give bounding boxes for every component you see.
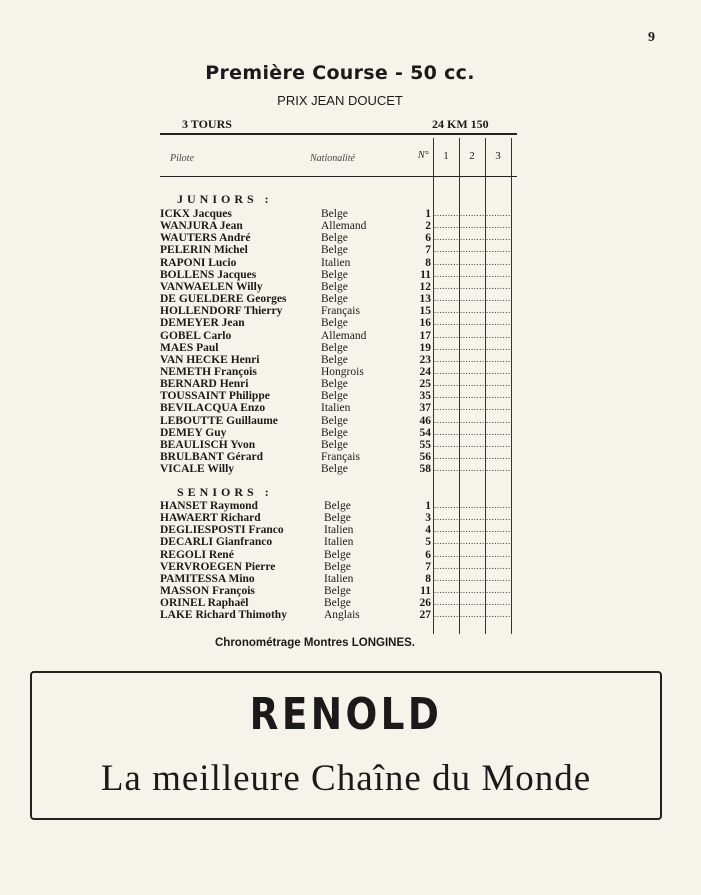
- pilot-number: 8: [425, 572, 431, 585]
- pilot-number: 25: [419, 378, 431, 391]
- pilot-name: VERVROEGEN Pierre: [160, 560, 276, 573]
- lap-time-blank: .........: [486, 293, 511, 304]
- lap-time-blank: .........: [434, 536, 459, 547]
- pilot-number: 58: [419, 463, 431, 476]
- lap-time-blank: .........: [460, 305, 485, 316]
- pilot-number: 23: [419, 353, 431, 366]
- lap-time-blank: .........: [434, 597, 459, 608]
- lap-time-blank: .........: [460, 463, 485, 474]
- lap-time-blank: .........: [434, 220, 459, 231]
- pilot-nationality: Belge: [324, 585, 351, 598]
- pilot-name: WANJURA Jean: [160, 220, 243, 233]
- lap-time-blank: .........: [434, 609, 459, 620]
- pilot-name: PELERIN Michel: [160, 244, 248, 257]
- lap-time-blank: .........: [486, 402, 511, 413]
- table-row: [160, 609, 520, 621]
- lap-time-blank: .........: [434, 280, 459, 291]
- pilot-name: DECARLI Gianfranco: [160, 536, 273, 549]
- lap-time-blank: .........: [434, 329, 459, 340]
- pilot-number: 11: [420, 268, 431, 281]
- lap-time-blank: .........: [486, 609, 511, 620]
- pilot-name: HAWAERT Richard: [160, 512, 261, 525]
- page-number: 9: [648, 30, 655, 45]
- pilot-nationality: Belge: [321, 353, 348, 366]
- lap-time-blank: .........: [434, 244, 459, 255]
- lap-time-blank: .........: [486, 317, 511, 328]
- pilot-nationality: Belge: [321, 244, 348, 257]
- lap-time-blank: .........: [460, 438, 485, 449]
- pilot-nationality: Belge: [321, 426, 348, 439]
- pilot-number: 6: [425, 548, 431, 561]
- lap-time-blank: .........: [486, 365, 511, 376]
- pilot-number: 1: [425, 500, 431, 512]
- pilot-name: NEMETH François: [160, 365, 257, 378]
- lap-time-blank: .........: [460, 548, 485, 559]
- pilot-nationality: Belge: [321, 390, 348, 403]
- pilot-nationality: Allemand: [321, 329, 367, 342]
- lap-time-blank: .........: [486, 512, 511, 523]
- pilot-number: 46: [419, 414, 431, 427]
- pilot-number: 16: [419, 317, 431, 330]
- table-row: [160, 463, 520, 475]
- pilot-nationality: Belge: [321, 293, 348, 306]
- lap-time-blank: .........: [460, 536, 485, 547]
- lap-time-blank: .........: [434, 256, 459, 267]
- lap-time-blank: .........: [434, 585, 459, 596]
- lap-time-blank: .........: [460, 365, 485, 376]
- lap-time-blank: .........: [460, 609, 485, 620]
- header-lap-1: 1: [443, 150, 449, 162]
- lap-time-blank: .........: [434, 451, 459, 461]
- pilot-name: VAN HECKE Henri: [160, 353, 260, 366]
- pilot-number: 54: [419, 426, 431, 439]
- lap-time-blank: .........: [434, 353, 459, 364]
- lap-time-blank: .........: [486, 208, 511, 218]
- lap-time-blank: .........: [460, 256, 485, 267]
- lap-time-blank: .........: [486, 353, 511, 364]
- pilot-number: 5: [425, 536, 431, 549]
- pilot-name: GOBEL Carlo: [160, 329, 232, 342]
- lap-time-blank: .........: [434, 208, 459, 218]
- lap-time-blank: .........: [434, 463, 459, 474]
- pilot-nationality: Belge: [324, 548, 351, 561]
- pilot-number: 19: [419, 341, 431, 354]
- laps-count: 3 TOURS: [182, 117, 232, 131]
- pilot-name: BERNARD Henri: [160, 378, 249, 391]
- lap-time-blank: .........: [434, 305, 459, 316]
- pilot-number: 26: [419, 597, 431, 610]
- pilot-number: 56: [419, 451, 431, 463]
- lap-time-blank: .........: [434, 572, 459, 583]
- lap-time-blank: .........: [486, 548, 511, 559]
- lap-time-blank: .........: [460, 585, 485, 596]
- pilot-nationality: Anglais: [324, 609, 360, 622]
- lap-time-blank: .........: [486, 341, 511, 352]
- lap-time-blank: .........: [434, 560, 459, 571]
- lap-time-blank: .........: [486, 451, 511, 461]
- lap-time-blank: .........: [486, 560, 511, 571]
- pilot-name: VANWAELEN Willy: [160, 280, 263, 293]
- lap-time-blank: .........: [460, 500, 485, 510]
- lap-time-blank: .........: [460, 208, 485, 218]
- lap-time-blank: .........: [434, 500, 459, 510]
- lap-time-blank: .........: [486, 463, 511, 474]
- pilot-number: 11: [420, 585, 431, 598]
- lap-time-blank: .........: [434, 524, 459, 535]
- top-rule: [160, 133, 517, 135]
- pilot-name: LEBOUTTE Guillaume: [160, 414, 278, 427]
- pilot-name: DEMEYER Jean: [160, 317, 245, 330]
- pilot-number: 15: [419, 305, 431, 318]
- pilot-nationality: Hongrois: [321, 365, 364, 378]
- lap-time-blank: .........: [486, 244, 511, 255]
- pilot-nationality: Belge: [321, 268, 348, 281]
- lap-time-blank: .........: [486, 500, 511, 510]
- pilot-nationality: Italien: [324, 524, 354, 537]
- lap-time-blank: .........: [460, 414, 485, 425]
- race-distance: 24 KM 150: [432, 117, 489, 131]
- lap-time-blank: .........: [486, 256, 511, 267]
- lap-time-blank: .........: [434, 293, 459, 304]
- pilot-name: REGOLI René: [160, 548, 234, 561]
- pilot-name: RAPONI Lucio: [160, 256, 237, 269]
- pilot-number: 2: [425, 220, 431, 233]
- lap-time-blank: .........: [486, 536, 511, 547]
- lap-time-blank: .........: [486, 438, 511, 449]
- lap-time-blank: .........: [486, 414, 511, 425]
- lap-time-blank: .........: [486, 524, 511, 535]
- lap-time-blank: .........: [460, 378, 485, 389]
- header-nationalite: Nationalité: [310, 153, 355, 164]
- pilot-name: ICKX Jacques: [160, 208, 232, 220]
- lap-time-blank: .........: [460, 402, 485, 413]
- pilot-name: TOUSSAINT Philippe: [160, 390, 270, 403]
- pilot-nationality: Français: [321, 451, 360, 463]
- lap-time-blank: .........: [460, 329, 485, 340]
- pilot-name: DEMEY Guy: [160, 426, 227, 439]
- lap-time-blank: .........: [486, 329, 511, 340]
- pilot-number: 6: [425, 232, 431, 245]
- pilot-nationality: Français: [321, 305, 360, 318]
- pilot-nationality: Belge: [321, 317, 348, 330]
- lap-time-blank: .........: [486, 280, 511, 291]
- pilot-name: PAMITESSA Mino: [160, 572, 255, 585]
- pilot-number: 27: [419, 609, 431, 622]
- lap-time-blank: .........: [434, 232, 459, 243]
- pilot-number: 7: [425, 244, 431, 257]
- pilot-nationality: Belge: [321, 378, 348, 391]
- lap-time-blank: .........: [434, 426, 459, 437]
- pilot-number: 35: [419, 390, 431, 403]
- pilot-nationality: Belge: [321, 208, 348, 220]
- timing-credit: Chronométrage Montres LONGINES.: [215, 637, 415, 649]
- pilot-number: 24: [419, 365, 431, 378]
- lap-time-blank: .........: [434, 548, 459, 559]
- pilot-nationality: Italien: [321, 256, 351, 269]
- lap-time-blank: .........: [486, 232, 511, 243]
- lap-time-blank: .........: [460, 220, 485, 231]
- pilot-number: 17: [419, 329, 431, 342]
- pilot-number: 37: [419, 402, 431, 415]
- pilot-name: BRULBANT Gérard: [160, 451, 263, 463]
- lap-time-blank: .........: [460, 293, 485, 304]
- pilot-nationality: Belge: [321, 463, 348, 476]
- lap-time-blank: .........: [486, 426, 511, 437]
- pilot-name: MASSON François: [160, 585, 255, 598]
- pilot-number: 8: [425, 256, 431, 269]
- pilot-name: ORINEL Raphaël: [160, 597, 249, 610]
- lap-time-blank: .........: [460, 560, 485, 571]
- pilot-number: 4: [425, 524, 431, 537]
- lap-time-blank: .........: [486, 585, 511, 596]
- lap-time-blank: .........: [460, 317, 485, 328]
- lap-time-blank: .........: [486, 597, 511, 608]
- lap-time-blank: .........: [460, 426, 485, 437]
- header-lap-2: 2: [469, 150, 475, 162]
- pilot-nationality: Belge: [321, 280, 348, 293]
- header-lap-3: 3: [495, 150, 501, 162]
- pilot-name: WAUTERS André: [160, 232, 251, 245]
- pilot-name: MAES Paul: [160, 341, 219, 354]
- lap-time-blank: .........: [460, 353, 485, 364]
- pilot-nationality: Belge: [324, 512, 351, 525]
- lap-time-blank: .........: [434, 402, 459, 413]
- ad-tagline: La meilleure Chaîne du Monde: [100, 758, 592, 799]
- ad-brand: RENOLD: [249, 689, 443, 740]
- pilot-name: LAKE Richard Thimothy: [160, 609, 287, 622]
- pilot-name: BEVILACQUA Enzo: [160, 402, 266, 415]
- pilot-name: HANSET Raymond: [160, 500, 258, 512]
- pilot-number: 55: [419, 438, 431, 451]
- pilot-name: HOLLENDORF Thierry: [160, 305, 283, 318]
- pilot-name: VICALE Willy: [160, 463, 235, 476]
- lap-time-blank: .........: [460, 280, 485, 291]
- lap-time-blank: .........: [434, 438, 459, 449]
- pilot-name: BOLLENS Jacques: [160, 268, 257, 281]
- pilot-nationality: Belge: [324, 500, 351, 512]
- advertisement-box: [30, 671, 662, 820]
- header-rule: [160, 176, 517, 177]
- race-subtitle: PRIX JEAN DOUCET: [277, 93, 403, 108]
- lap-time-blank: .........: [434, 390, 459, 401]
- pilot-nationality: Italien: [324, 536, 354, 549]
- page-title: Première Course - 50 cc.: [205, 62, 475, 84]
- lap-time-blank: .........: [486, 572, 511, 583]
- lap-time-blank: .........: [460, 390, 485, 401]
- pilot-nationality: Belge: [321, 414, 348, 427]
- lap-time-blank: .........: [460, 341, 485, 352]
- header-pilote: Pilote: [170, 153, 194, 164]
- pilot-name: DE GUELDERE Georges: [160, 293, 287, 306]
- lap-time-blank: .........: [486, 220, 511, 231]
- pilot-number: 13: [419, 293, 431, 306]
- lap-time-blank: .........: [486, 390, 511, 401]
- lap-time-blank: .........: [460, 244, 485, 255]
- pilot-nationality: Belge: [321, 438, 348, 451]
- pilot-nationality: Belge: [321, 232, 348, 245]
- lap-time-blank: .........: [486, 268, 511, 279]
- pilot-name: BEAULISCH Yvon: [160, 438, 256, 451]
- lap-time-blank: .........: [434, 268, 459, 279]
- pilot-nationality: Belge: [324, 560, 351, 573]
- lap-time-blank: .........: [434, 365, 459, 376]
- pilot-number: 1: [425, 208, 431, 220]
- pilot-name: DEGLIESPOSTI Franco: [160, 524, 284, 537]
- lap-time-blank: .........: [434, 512, 459, 523]
- pilot-number: 3: [425, 512, 431, 525]
- pilot-number: 7: [425, 560, 431, 573]
- lap-time-blank: .........: [460, 572, 485, 583]
- pilot-nationality: Allemand: [321, 220, 367, 233]
- lap-time-blank: .........: [460, 451, 485, 461]
- lap-time-blank: .........: [486, 305, 511, 316]
- pilot-nationality: Italien: [321, 402, 351, 415]
- lap-time-blank: .........: [460, 597, 485, 608]
- lap-time-blank: .........: [434, 378, 459, 389]
- pilot-nationality: Belge: [324, 597, 351, 610]
- pilot-nationality: Italien: [324, 572, 354, 585]
- lap-time-blank: .........: [434, 341, 459, 352]
- pilot-number: 12: [419, 280, 431, 293]
- lap-time-blank: .........: [486, 378, 511, 389]
- lap-time-blank: .........: [434, 317, 459, 328]
- lap-time-blank: .........: [434, 414, 459, 425]
- header-number: N°: [418, 150, 429, 161]
- pilot-nationality: Belge: [321, 341, 348, 354]
- lap-time-blank: .........: [460, 268, 485, 279]
- seniors-heading: SENIORS :: [177, 485, 273, 499]
- juniors-heading: JUNIORS :: [177, 192, 273, 206]
- lap-time-blank: .........: [460, 524, 485, 535]
- lap-time-blank: .........: [460, 232, 485, 243]
- lap-time-blank: .........: [460, 512, 485, 523]
